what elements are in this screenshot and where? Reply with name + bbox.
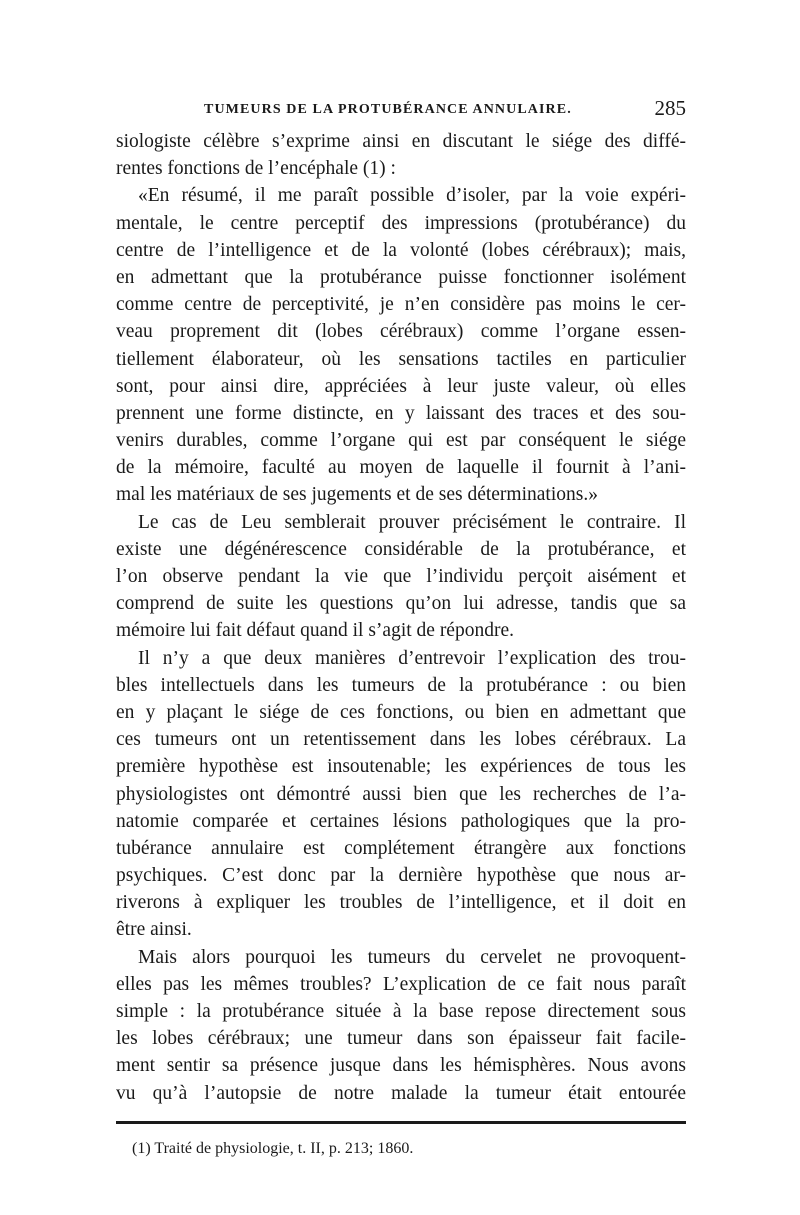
text-line: sont, pour ainsi dire, appréciées à leur juste valeur, où elles — [116, 375, 686, 397]
page-number: 285 — [654, 96, 686, 120]
text-line: Mais alors pourquoi les tumeurs du cervelet ne provoquent- — [138, 946, 686, 968]
text-line: en y plaçant le siége de ces fonctions, ou bien en admettant que — [116, 701, 686, 723]
text-line: bles intellectuels dans les tumeurs de la protubérance : ou bien — [116, 674, 686, 696]
text-line: elles pas les mêmes troubles? L’explication de ce fait nous paraît — [116, 973, 686, 995]
text-line: mentale, le centre perceptif des impressions (protubérance) du — [116, 212, 686, 234]
text-line: vu qu’à l’autopsie de notre malade la tumeur était entourée — [116, 1082, 686, 1104]
text-line: comme centre de perceptivité, je n’en considère pas moins le cer- — [116, 294, 686, 316]
running-title: TUMEURS DE LA PROTUBÉRANCE ANNULAIRE. — [204, 102, 572, 117]
text-line: veau proprement dit (lobes cérébraux) comme l’organe essen- — [116, 321, 686, 343]
text-line: rentes fonctions de l’encéphale (1) : — [116, 158, 396, 180]
text-line: comprend de suite les questions qu’on lui adresse, tandis que sa — [116, 593, 686, 615]
text-line: première hypothèse est insoutenable; les expériences de tous les — [116, 756, 686, 778]
running-head — [116, 96, 686, 122]
text-line: Il n’y a que deux manières d’entrevoir l’explication des trou- — [138, 647, 686, 669]
text-line: les lobes cérébraux; une tumeur dans son épaisseur fait facile- — [116, 1028, 686, 1050]
text-line: être ainsi. — [116, 919, 192, 941]
text-line: ment sentir sa présence jusque dans les hémisphères. Nous avons — [116, 1055, 686, 1077]
text-line: mémoire lui fait défaut quand il s’agit de répondre. — [116, 620, 514, 642]
text-line: de la mémoire, faculté au moyen de laquelle il fournit à l’ani- — [116, 457, 686, 479]
footnote-rule — [116, 1121, 686, 1124]
text-line: siologiste célèbre s’exprime ainsi en discutant le siége des diffé- — [116, 131, 686, 152]
text-line: tiellement élaborateur, où les sensations tactiles en particulier — [116, 348, 686, 370]
text-line: psychiques. C’est donc par la dernière hypothèse que nous ar- — [116, 865, 686, 887]
text-line: l’on observe pendant la vie que l’individu perçoit aisément et — [116, 566, 686, 587]
text-line: physiologistes ont démontré aussi bien que les recherches de l’a- — [116, 783, 686, 805]
text-line: «En résumé, il me paraît possible d’isoler, par la voie expéri- — [138, 185, 686, 207]
text-line: Le cas de Leu semblerait prouver précisément le contraire. Il — [138, 511, 686, 533]
text-line: ces tumeurs ont un retentissement dans les lobes cérébraux. La — [116, 729, 686, 751]
text-line: mal les matériaux de ses jugements et de ses déterminations.» — [116, 484, 598, 506]
text-line: existe une dégénérescence considérable de la protubérance, et — [116, 538, 686, 560]
text-line: tubérance annulaire est complétement étrangère aux fonctions — [116, 837, 686, 859]
text-line: natomie comparée et certaines lésions pathologiques que la pro- — [116, 810, 686, 832]
body-text — [116, 128, 686, 1107]
footnote: (1) Traité de physiologie, t. II, p. 213; 1860. — [132, 1140, 414, 1157]
text-line: centre de l’intelligence et de la volonté (lobes cérébraux); mais, — [116, 239, 686, 261]
text-line: riverons à expliquer les troubles de l’intelligence, et il doit en — [116, 892, 686, 914]
text-line: simple : la protubérance située à la base repose directement sous — [116, 1001, 686, 1022]
text-line: en admettant que la protubérance puisse fonctionner isolément — [116, 266, 686, 288]
text-line: venirs durables, comme l’organe qui est par conséquent le siége — [116, 430, 686, 452]
text-line: prennent une forme distincte, en y laissant des traces et des sou- — [116, 402, 686, 424]
